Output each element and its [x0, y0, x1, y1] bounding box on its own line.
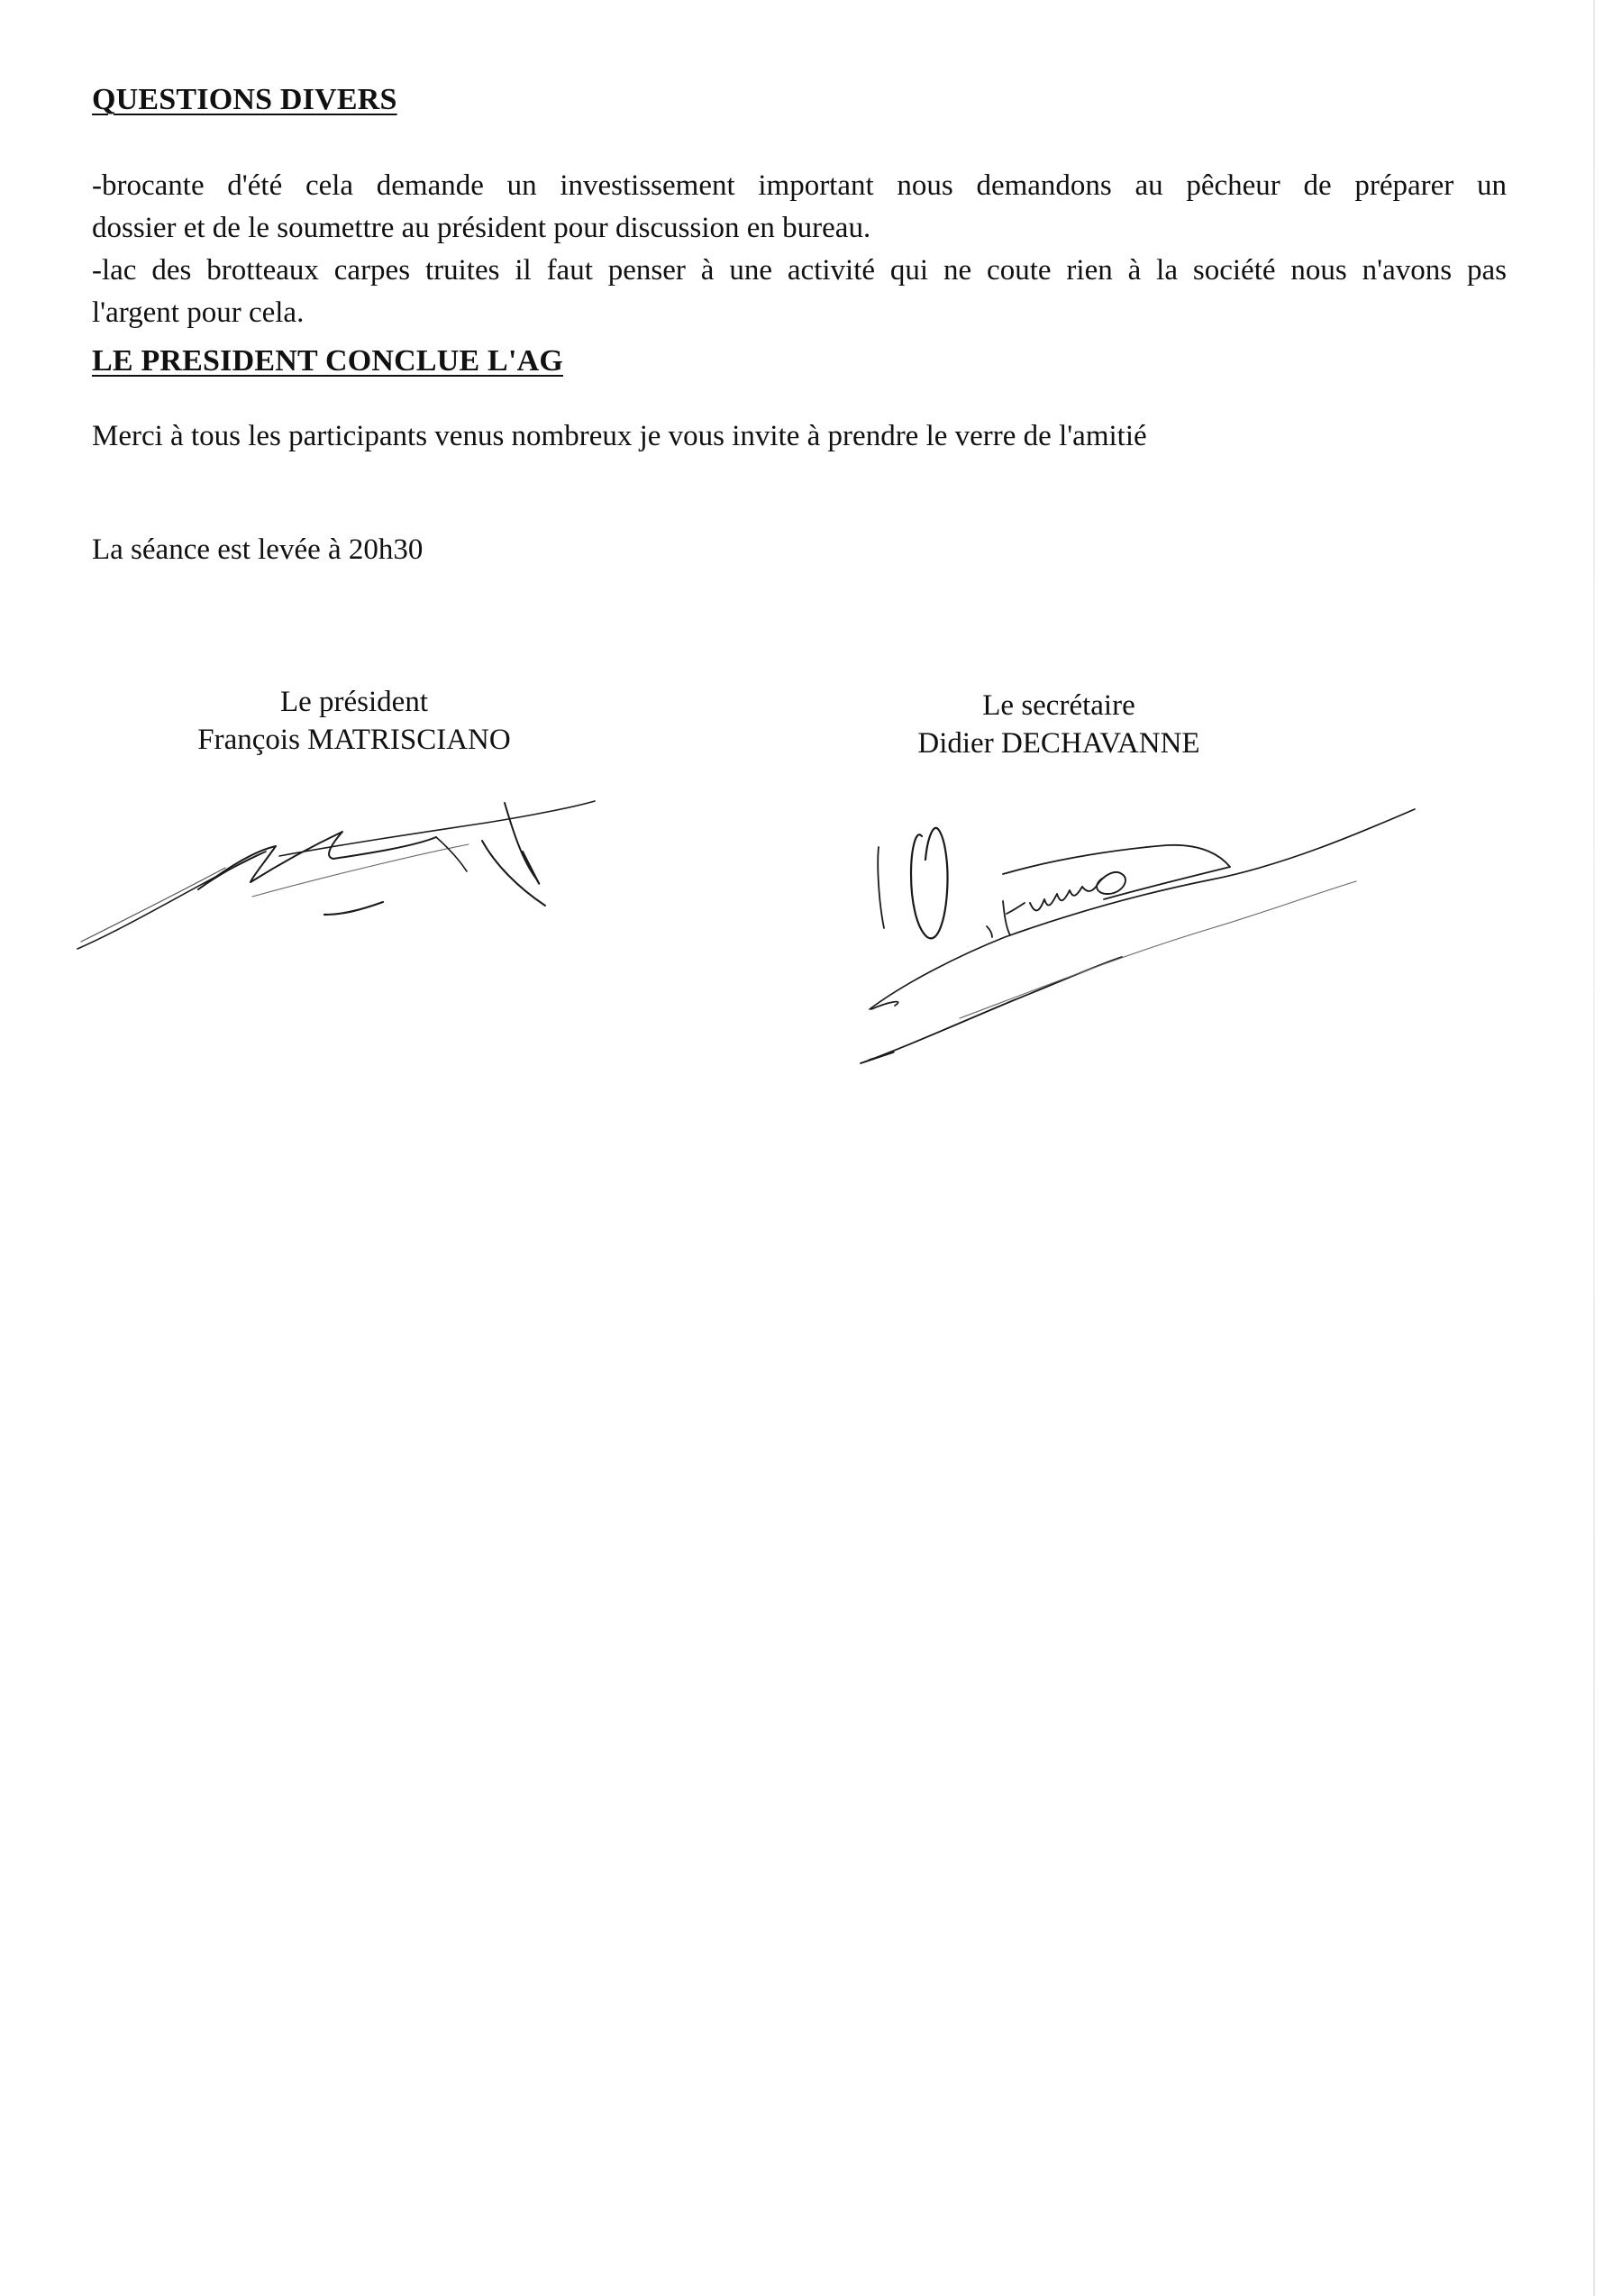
section-heading-conclusion: LE PRESIDENT CONCLUE L'AG	[92, 344, 563, 378]
section-heading-questions: QUESTIONS DIVERS	[92, 83, 397, 116]
closing-statement: La séance est levée à 20h30	[92, 533, 424, 566]
scan-edge-line	[1593, 0, 1595, 2296]
questions-line-3: -lac des brotteaux carpes truites il faut penser à une activité qui ne coute rien à la société nous n'avons pas	[92, 254, 1507, 287]
secretary-name: Didier DECHAVANNE	[917, 727, 1200, 760]
secretary-signature	[852, 793, 1428, 1081]
questions-line-2: dossier et de le soumettre au président pour discussion en bureau.	[92, 212, 871, 244]
president-name: François MATRISCIANO	[197, 724, 511, 756]
secretary-title: Le secrétaire	[982, 689, 1135, 722]
secretary-signature-block	[897, 687, 1221, 762]
questions-paragraph	[92, 165, 1507, 334]
president-signature	[72, 770, 613, 960]
president-title: Le président	[279, 686, 429, 718]
conclusion-text: Merci à tous les participants venus nombreux je vous invite à prendre le verre de l'amitié	[92, 420, 1147, 452]
questions-line-4: l'argent pour cela.	[92, 296, 305, 329]
questions-line-1: -brocante d'été cela demande un investissement important nous demandons au pêcheur de préparer un	[92, 169, 1507, 202]
president-signature-block	[177, 683, 532, 759]
